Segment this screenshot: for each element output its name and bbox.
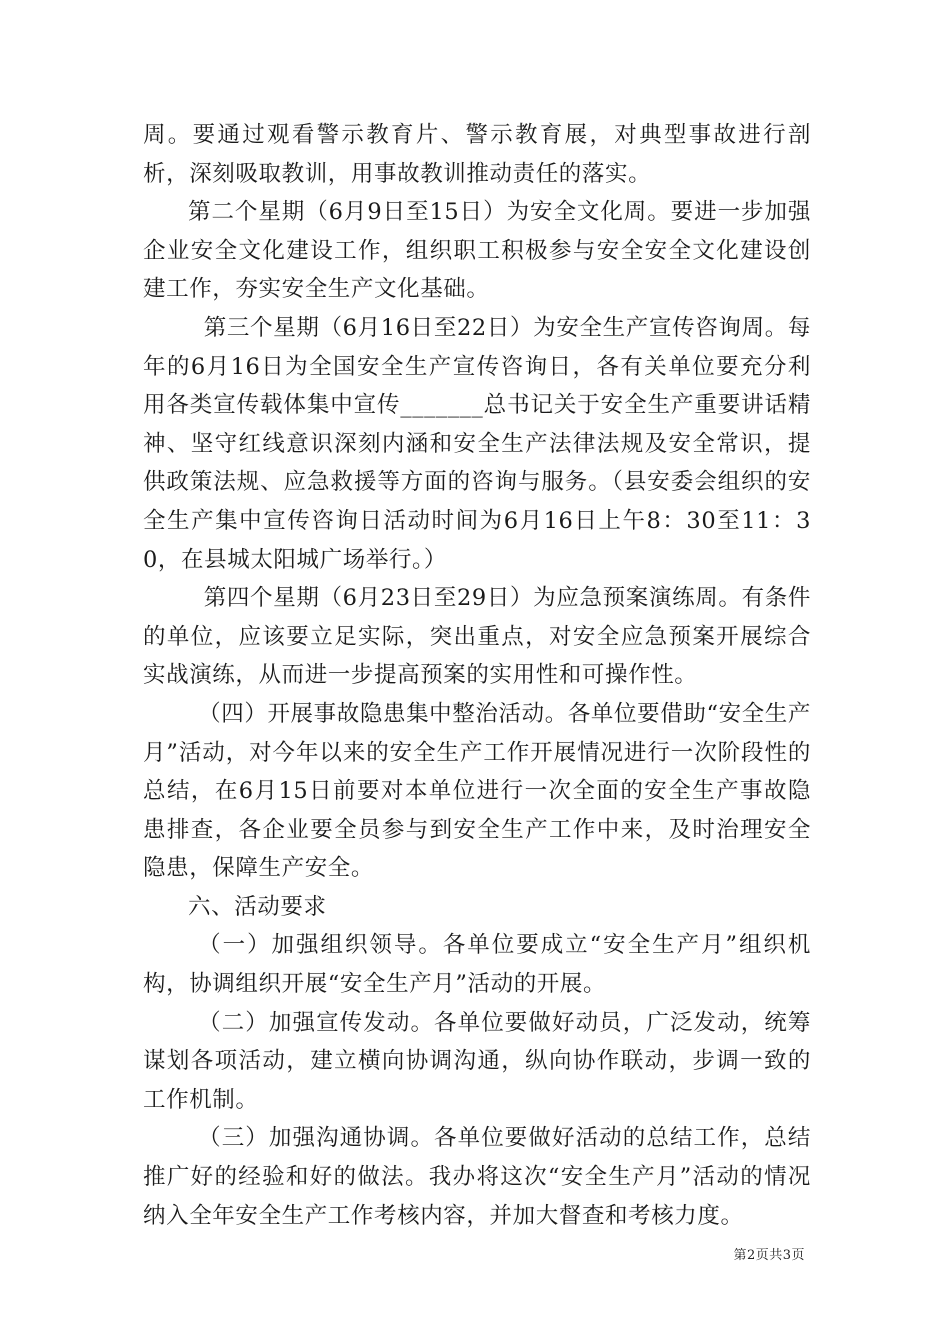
- section-heading-requirements: 六、活动要求: [188, 893, 327, 920]
- paragraph-hazard-rectification: （四）开展事故隐患集中整治活动。各单位要借助“安全生产月”活动，对今年以来的安全生产工作开展情况进行一次阶段性的总结，在6月15日前要对本单位进行一次全面的安全生产事故隐患排查，各企业要全员参与到安全生产工作中来，及时治理安全隐患，保障生产安全。: [143, 700, 811, 882]
- paragraph-week-three: 第三个星期（6月16日至22日）为安全生产宣传咨询周。每年的6月16日为全国安全生产宣传咨询日，各有关单位要充分利用各类宣传载体集中宣传_______总书记关于安全生产重要讲话精神、坚守红线意识深刻内涵和安全生产法律法规及安全常识，提供政策法规、应急救援等方面的咨询与服务。（县安委会组织的安全生产集中宣传咨询日活动时间为6月16日上午8：30至11：30，在县城太阳城广场举行。）: [143, 314, 811, 573]
- paragraph-continuation: 周。要通过观看警示教育片、警示教育展，对典型事故进行剖析，深刻吸取教训，用事故教训推动责任的落实。: [143, 122, 811, 187]
- paragraph-requirement-coordination: （三）加强沟通协调。各单位要做好活动的总结工作，总结推广好的经验和好的做法。我办将这次“安全生产月”活动的情况纳入全年安全生产工作考核内容，并加大督查和考核力度。: [143, 1125, 811, 1229]
- document-body: [143, 116, 811, 1235]
- paragraph-requirement-leadership: （一）加强组织领导。各单位要成立“安全生产月”组织机构，协调组织开展“安全生产月”活动的开展。: [143, 932, 811, 998]
- paragraph-week-four: 第四个星期（6月23日至29日）为应急预案演练周。有条件的单位，应该要立足实际，突出重点，对安全应急预案开展综合实战演练，从而进一步提高预案的实用性和可操作性。: [143, 585, 811, 689]
- paragraph-week-two: 第二个星期（6月9日至15日）为安全文化周。要进一步加强企业安全文化建设工作，组织职工积极参与安全安全文化建设创建工作，夯实安全生产文化基础。: [143, 199, 811, 303]
- page-number: 第2页共3页: [733, 1248, 805, 1263]
- paragraph-requirement-publicity: （二）加强宣传发动。各单位要做好动员，广泛发动，统筹谋划各项活动，建立横向协调沟通，纵向协作联动，步调一致的工作机制。: [143, 1009, 811, 1113]
